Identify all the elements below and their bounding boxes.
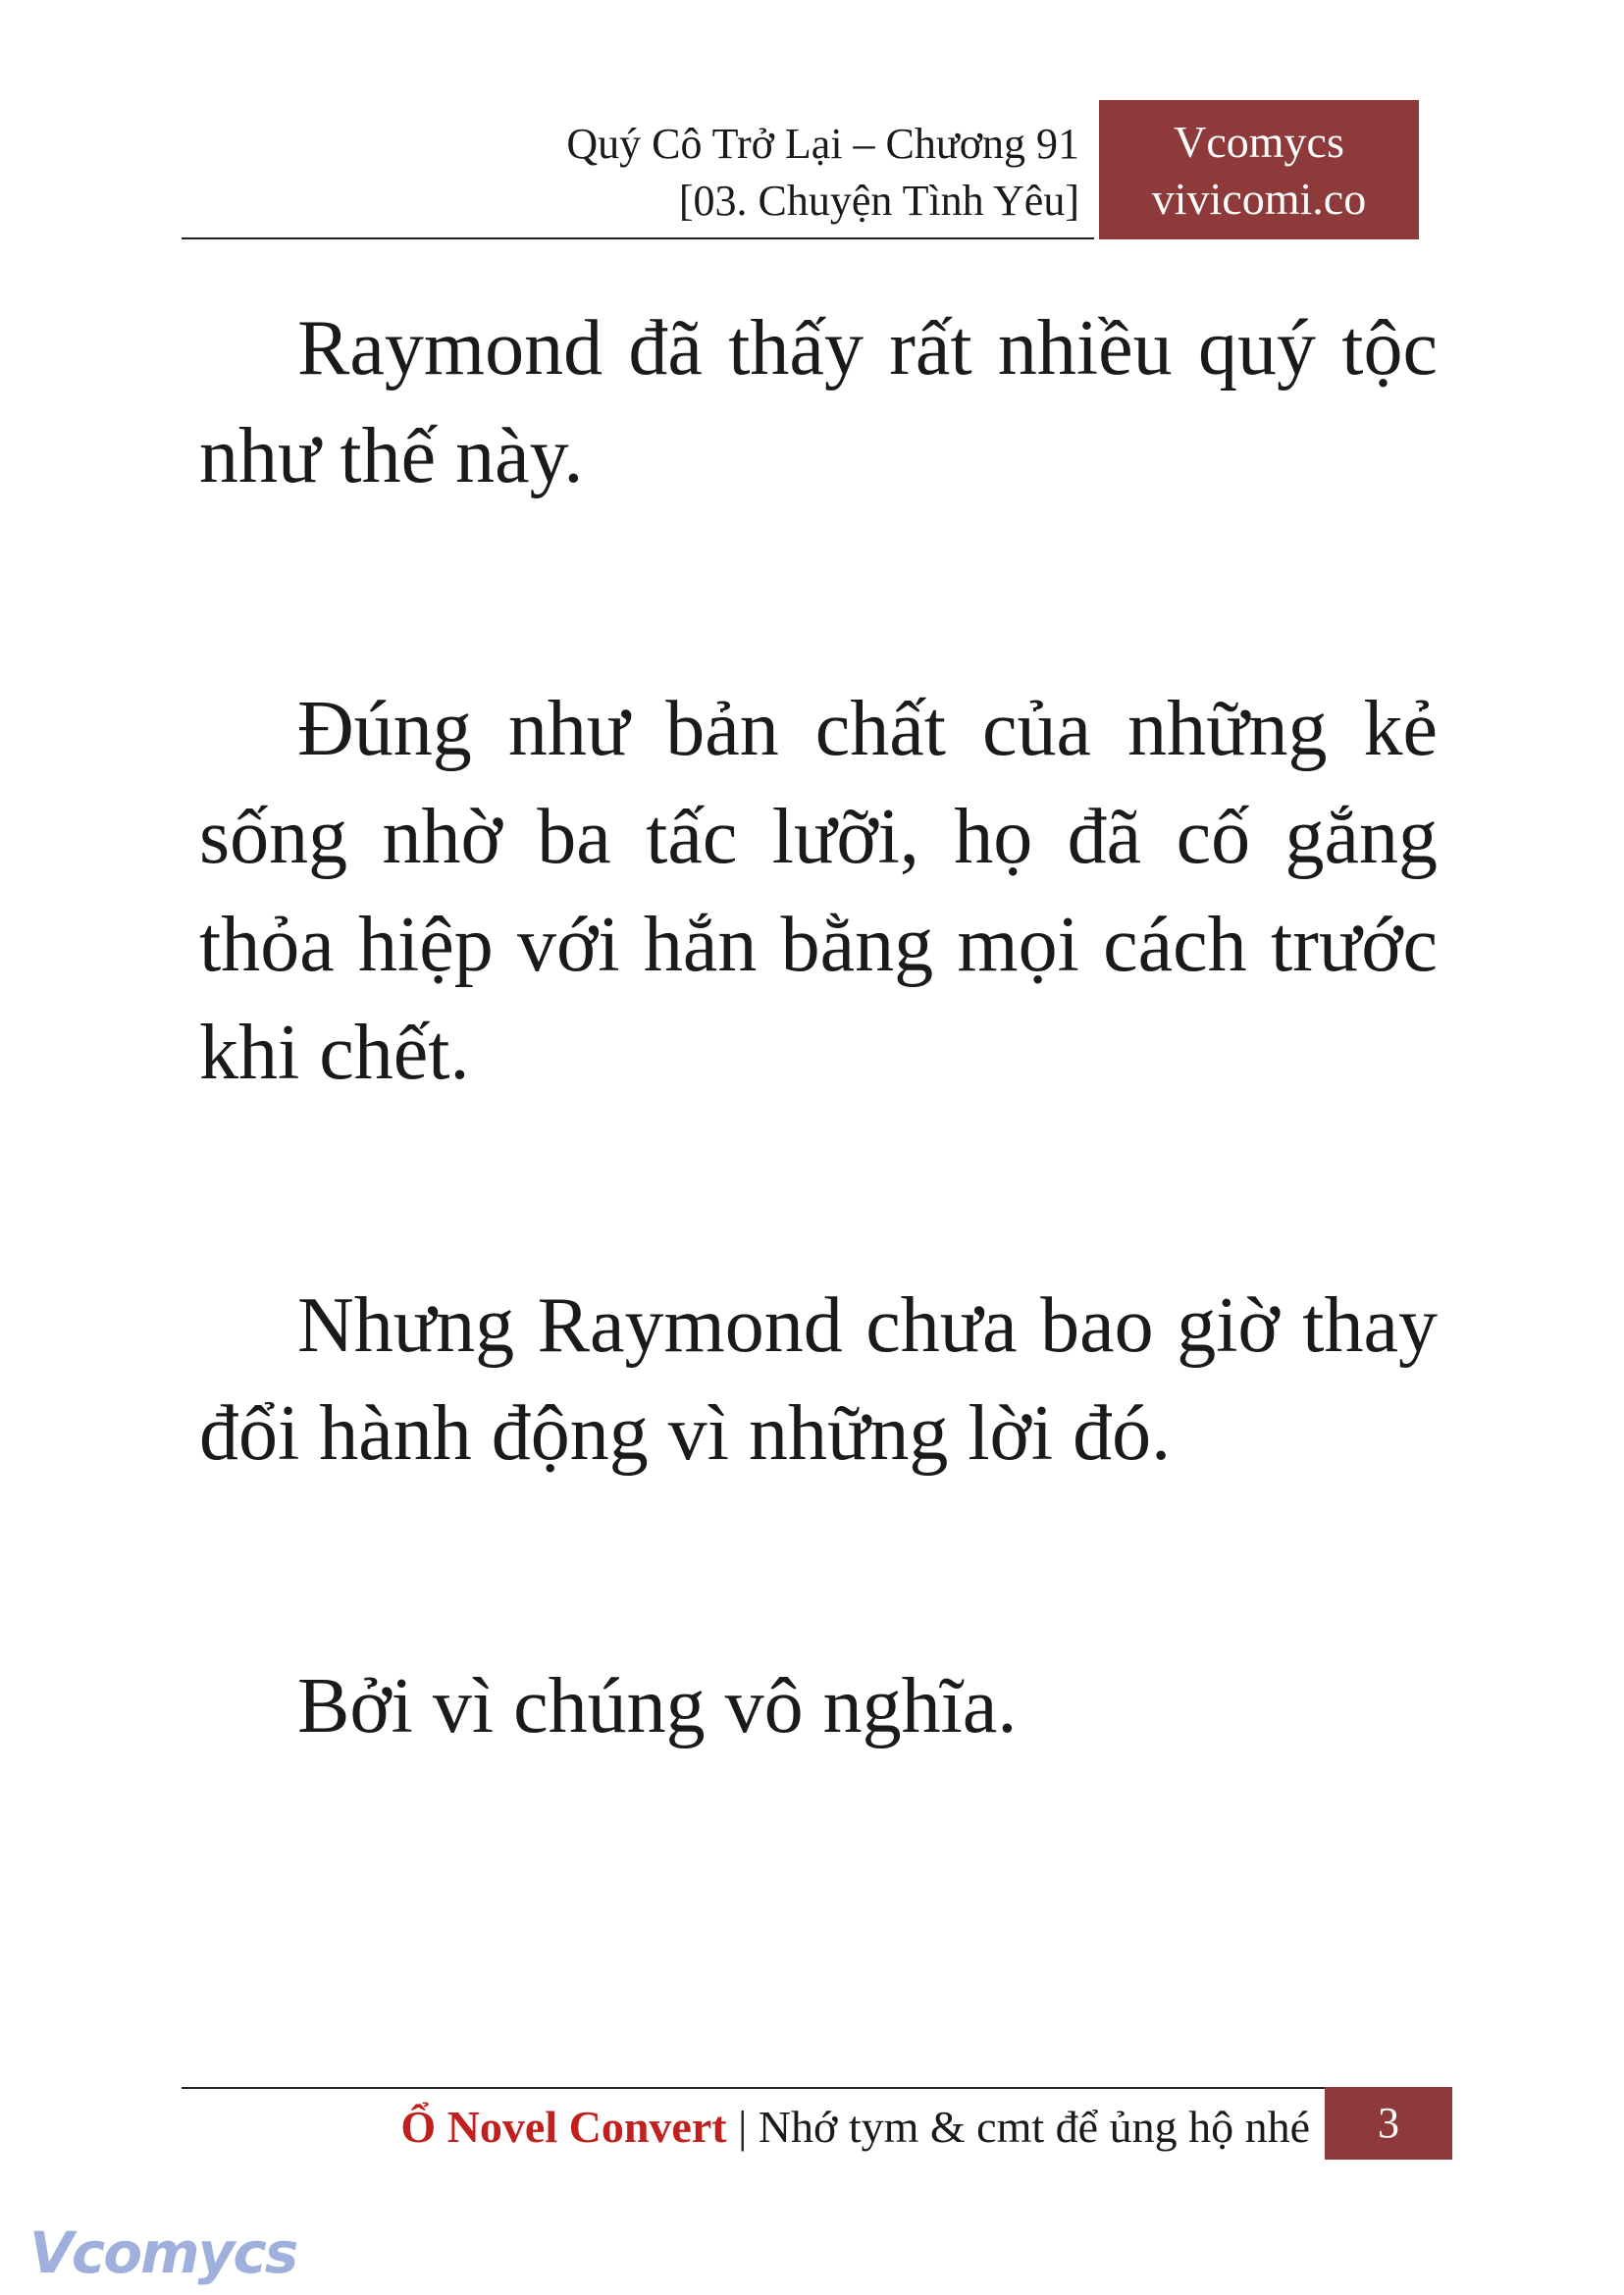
brand-badge [1099,100,1419,239]
paragraph-3: Nhưng Raymond chưa bao giờ thay đổi hành động vì những lời đó. [199,1282,1438,1477]
brand-name: Vcomycs [1174,117,1344,167]
brand-site: vivicomi.co [1151,174,1367,224]
paragraph-1: Raymond đã thấy rất nhiều quý tộc như thế này. [199,305,1438,499]
footer-message: Nhớ tym & cmt để ủng hộ nhé [758,2102,1310,2152]
chapter-header [393,116,1079,230]
paragraph-4: Bởi vì chúng vô nghĩa. [297,1663,1018,1749]
footer-divider [182,2087,1330,2089]
footer-brand: Ổ Novel Convert [400,2102,727,2152]
footer-note [400,2094,1310,2161]
chapter-title: Quý Cô Trở Lại – Chương 91 [566,120,1079,168]
story-body [199,294,1438,1925]
paragraph-2: Đúng như bản chất của những kẻ sống nhờ ba tấc lưỡi, họ đã cố gắng thỏa hiệp với hắn bằng mọi cách trước khi chết. [199,686,1438,1096]
header-divider [182,237,1094,239]
footer-separator: | [738,2102,748,2152]
chapter-subtitle: [03. Chuyện Tình Yêu] [678,177,1079,225]
watermark-logo: Vcomycs [29,2219,297,2286]
page-number: 3 [1325,2087,1452,2160]
